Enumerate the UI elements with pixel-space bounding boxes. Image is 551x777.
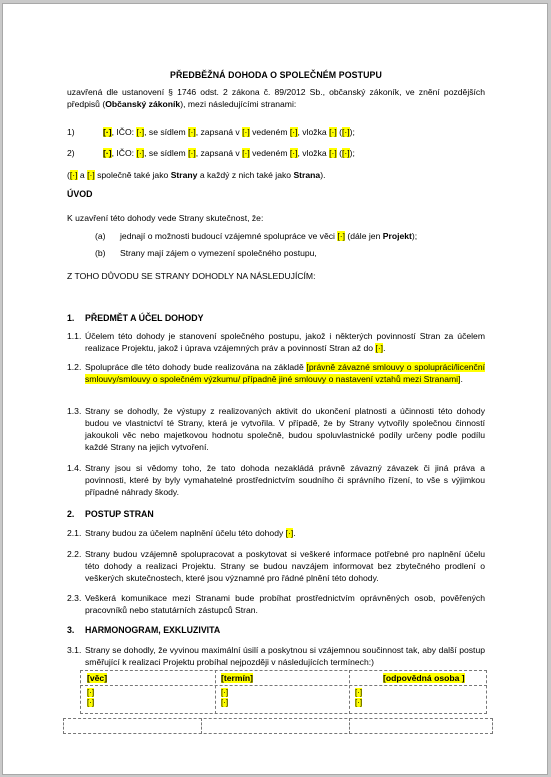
intro-defined-term: Občanský zákoník — [105, 99, 181, 109]
uvod-item-a: jednají o možnosti budoucí vzájemné spolupráce ve věci [·] (dále jen Projekt); — [120, 231, 418, 241]
party-1-line: [·], IČO: [·], se sídlem [·], zapsaná v [·] vedeném [·], vložka [·] ([·]); — [103, 127, 355, 137]
clause-1-3: Strany se dohodly, že výstupy z realizovaných aktivit do ukončení platnosti a účinnosti této dohody budou ve vlastnictví té Strany, která je vytvořila. V případě, že by Strany vytvořily společnou činností jakoukoli věc nebo majetkovou hodnotu společně, budou spoluvlastnické podíly určeny podle podílu každé Strany na jejich vytvoření. — [85, 406, 485, 452]
section-2-number: 2. — [67, 509, 75, 519]
clause-1-4: Strany jsou si vědomy toho, že tato dohoda nezakládá právně závazný závazek či jiná práva a povinnosti, které by byly vymahatelné prostřednictvím soudního či správního řízení, to vše s výjimkou případné náhrady škody. — [85, 463, 485, 497]
table-divider — [215, 670, 216, 714]
section-1-heading: PŘEDMĚT A ÚČEL DOHODY — [85, 313, 204, 323]
table-header-termin: [termín] — [221, 673, 253, 683]
clause-1-4-number: 1.4. — [67, 463, 82, 473]
document-page — [2, 3, 548, 775]
section-2-heading: POSTUP STRAN — [85, 509, 154, 519]
clause-1-1: Účelem této dohody je stanovení společného postupu, jakož i některých povinností Stran za účelem realizace Projektu, jakož i úprava vzájemných práv a povinností Stran až do [·]. — [85, 331, 485, 353]
table-cell-osoba: [·] [·] — [355, 688, 363, 707]
clause-1-1-number: 1.1. — [67, 331, 82, 341]
joint-definition: ([·] a [·] společně také jako Strany a každý z nich také jako Strana). — [67, 170, 326, 180]
uvod-item-b: Strany mají zájem o vymezení společného postupu, — [120, 248, 317, 258]
table-divider — [80, 685, 487, 686]
section-3-heading: HARMONOGRAM, EXKLUZIVITA — [85, 625, 221, 635]
clause-3-1: Strany se dohodly, že vyvinou maximální úsilí a poskytnou si vzájemnou součinnost tak, aby další postup směřující k realizaci Projektu probíhal nejpozději v následujících termínech:) — [85, 645, 485, 667]
clause-1-2-number: 1.2. — [67, 362, 82, 372]
table-header-vec: [věc] — [87, 673, 108, 683]
party-2-number: 2) — [67, 148, 75, 158]
intro-text-end: ), mezi následujícími stranami: — [180, 99, 297, 109]
clause-2-3: Veškerá komunikace mezi Stranami bude probíhat prostřednictvím oprávněných osob, pověřených pracovníků nebo statutárních zástupců Stran. — [85, 593, 485, 615]
document-title: PŘEDBĚŽNÁ DOHODA O SPOLEČNÉM POSTUPU — [170, 70, 382, 80]
clause-2-2-number: 2.2. — [67, 549, 82, 559]
clause-2-3-number: 2.3. — [67, 593, 82, 603]
clause-1-3-number: 1.3. — [67, 406, 82, 416]
uvod-lead: K uzavření této dohody vede Strany skutečnost, že: — [67, 213, 264, 223]
table-divider — [349, 718, 350, 734]
table-divider — [201, 718, 202, 734]
clause-3-1-number: 3.1. — [67, 645, 82, 655]
empty-table-row — [63, 718, 493, 734]
party-2-line: [·], IČO: [·], se sídlem [·], zapsaná v [·] vedeném [·], vložka [·] ([·]); — [103, 148, 355, 158]
uvod-item-b-label: (b) — [95, 248, 106, 258]
intro-paragraph — [67, 86, 485, 110]
uvod-heading: ÚVOD — [67, 189, 93, 199]
uvod-item-a-label: (a) — [95, 231, 106, 241]
section-3-number: 3. — [67, 625, 75, 635]
intro-text: uzavřená dle ustanovení § 1746 odst. 2 zákona č. 89/2012 Sb., občanský zákoník, ve znění pozdějších předpisů ( — [67, 87, 485, 109]
table-header-osoba: [odpovědná osoba ] — [383, 673, 465, 683]
table-cell-vec: [·] [·] — [87, 688, 95, 707]
clause-2-1: Strany budou za účelem naplnění účelu této dohody [·]. — [85, 528, 296, 538]
clause-1-2: Spolupráce dle této dohody bude realizována na základě [právně závazné smlouvy o spolupráci/licenční smlouvy/smlouvy o společném výzkumu/ případně jiné smlouvy o nastavení vztahů mezi Stranami]. — [85, 362, 486, 384]
party-1-number: 1) — [67, 127, 75, 137]
section-1-number: 1. — [67, 313, 75, 323]
therefore-line: Z TOHO DŮVODU SE STRANY DOHODLY NA NÁSLEDUJÍCÍM: — [67, 271, 316, 281]
clause-2-1-number: 2.1. — [67, 528, 82, 538]
table-cell-termin: [·] [·] — [221, 688, 229, 707]
clause-2-2: Strany budou vzájemně spolupracovat a poskytovat si veškeré informace potřebné pro naplnění účelu této dohody a realizaci Projektu. Strany se budou navzájem informovat bez zbytečného prodlení o veškerých skutečnostech, které jsou významné pro řádné plnění této dohody. — [85, 549, 485, 583]
table-divider — [349, 670, 350, 714]
